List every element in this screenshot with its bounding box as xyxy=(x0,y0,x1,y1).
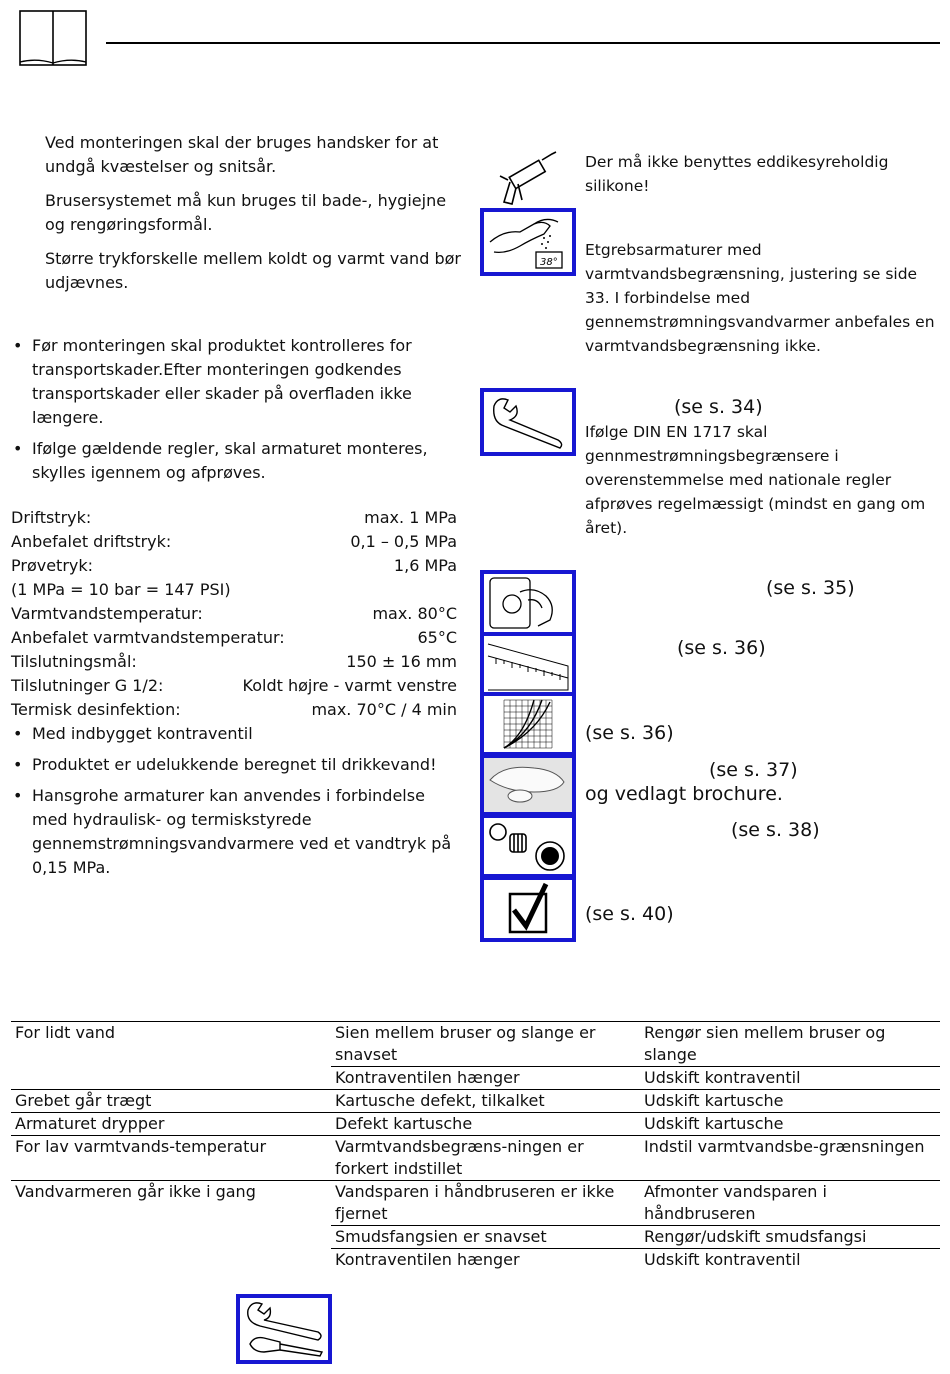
service-page-ref: (se s. 34) xyxy=(674,396,763,418)
checkmark-icon-frame xyxy=(480,876,576,942)
cause-cell: Varmtvandsbegræns-ningen er forkert indstillet xyxy=(331,1136,640,1181)
cause-cell: Kontraventilen hænger xyxy=(331,1249,640,1272)
problem-cell xyxy=(11,1067,331,1090)
remedy-cell: Rengør/udskift smudsfangsi xyxy=(640,1226,940,1249)
spec-label: Varmtvandstemperatur: xyxy=(11,604,203,623)
problem-cell: For lav varmtvands-temperatur xyxy=(11,1136,331,1181)
problem-cell: Vandvarmeren går ikke i gang xyxy=(11,1181,331,1226)
check-item: • Før monteringen skal produktet kontrolleres for transportskader.Efter monteringen godkendes transportskader eller skader på overfladen ikke længere. xyxy=(11,334,463,430)
spec-row xyxy=(11,650,457,674)
problem-cell: Grebet går trægt xyxy=(11,1090,331,1113)
parts-icon-frame xyxy=(480,814,576,878)
brochure-note: og vedlagt brochure. xyxy=(585,783,783,805)
cause-cell: Defekt kartusche xyxy=(331,1113,640,1136)
page-ref-40: (se s. 40) xyxy=(585,903,674,925)
remedy-cell: Udskift kontraventil xyxy=(640,1067,940,1090)
spec-row xyxy=(11,698,457,722)
cleaning-icon-frame xyxy=(480,754,576,816)
flow-diagram-icon xyxy=(484,696,572,752)
safety-note: Større trykforskelle mellem koldt og varmt vand bør udjævnes. xyxy=(45,249,461,292)
spec-label: (1 MPa = 10 bar = 147 PSI) xyxy=(11,580,231,599)
dimensions-icon-frame xyxy=(480,632,576,696)
spec-note: • Hansgrohe armaturer kan anvendes i forbindelse med hydraulisk- og termiskstyrede gennemstrømningsvandvarmere ved et vandtryk på 0,15 MPa. xyxy=(11,784,463,880)
spec-note: • Med indbygget kontraventil xyxy=(11,722,463,746)
hand-cleaning-icon xyxy=(484,758,572,812)
spec-row xyxy=(11,530,457,554)
check-item: • Ifølge gældende regler, skal armaturet monteres, skylles igennem og afprøves. xyxy=(11,437,463,485)
spec-value: 65°C xyxy=(417,628,457,647)
safety-note: Ved monteringen skal der bruges handsker for at undgå kvæstelser og snitsår. xyxy=(45,133,439,176)
remedy-cell: Udskift kartusche xyxy=(640,1090,940,1113)
safety-note: Brusersystemet må kun bruges til bade-, hygiejne og rengøringsformål. xyxy=(45,191,447,234)
spec-value: max. 70°C / 4 min xyxy=(311,700,457,719)
table-row xyxy=(11,1249,940,1272)
cause-cell: Kontraventilen hænger xyxy=(331,1067,640,1090)
table-row xyxy=(11,1226,940,1249)
silicone-warning: Der må ikke benyttes eddikesyreholdig silikone! xyxy=(585,153,889,195)
wrench-icon xyxy=(484,392,572,452)
hand-thermostat-icon xyxy=(484,212,572,272)
checkmark-icon xyxy=(484,880,572,938)
table-row xyxy=(11,1090,940,1113)
page-ref-37: (se s. 37) xyxy=(709,759,798,781)
spec-row xyxy=(11,578,457,602)
header-rule xyxy=(106,42,940,44)
page-ref-36b: (se s. 36) xyxy=(585,722,674,744)
open-book-icon xyxy=(19,10,87,66)
remedy-cell: Udskift kontraventil xyxy=(640,1249,940,1272)
problem-cell: For lidt vand xyxy=(11,1022,331,1067)
cause-cell: Smudsfangsien er snavset xyxy=(331,1226,640,1249)
spec-value: 1,6 MPa xyxy=(393,556,457,575)
table-row xyxy=(11,1067,940,1090)
troubleshooting-table xyxy=(11,1021,940,1271)
problem-cell xyxy=(11,1249,331,1272)
spec-label: Termisk desinfektion: xyxy=(11,700,181,719)
service-note: Ifølge DIN EN 1717 skal gennmestrømningsbegrænsere i overenstemmelse med nationale regler afprøves regelmæssigt (mindst en gang om året). xyxy=(585,423,926,537)
remedy-cell: Rengør sien mellem bruser og slange xyxy=(640,1022,940,1067)
spec-label: Driftstryk: xyxy=(11,508,92,527)
hand-knob-icon xyxy=(484,574,572,632)
service-icon-frame xyxy=(480,388,576,456)
cause-cell: Sien mellem bruser og slange er snavset xyxy=(331,1022,640,1067)
spec-note: • Produktet er udelukkende beregnet til drikkevand! xyxy=(11,753,463,777)
spec-label: Tilslutninger G 1/2: xyxy=(11,676,164,695)
safety-notes xyxy=(45,131,465,305)
technical-data xyxy=(11,506,457,722)
mounting-icon-frame xyxy=(480,570,576,636)
spec-value: max. 1 MPa xyxy=(364,508,457,527)
spec-row xyxy=(11,602,457,626)
problem-cell xyxy=(11,1226,331,1249)
remedy-cell: Indstil varmtvandsbe-grænsningen xyxy=(640,1136,940,1181)
spec-label: Anbefalet driftstryk: xyxy=(11,532,172,551)
page-ref-38: (se s. 38) xyxy=(731,819,820,841)
table-row xyxy=(11,1136,940,1181)
spec-value: 150 ± 16 mm xyxy=(346,652,457,671)
spec-row xyxy=(11,626,457,650)
spec-value: max. 80°C xyxy=(372,604,457,623)
table-row xyxy=(11,1022,940,1067)
spec-value: 0,1 – 0,5 MPa xyxy=(350,532,457,551)
temperature-label: 38° xyxy=(540,257,558,268)
tools-icon-frame xyxy=(236,1294,332,1364)
hot-water-note: Etgrebsarmaturer med varmtvandsbegrænsning, justering se side 33. I forbindelse med gennemstrømningsvandvarmer anbefales en varmtvandsbegrænsning ikke. xyxy=(585,241,935,355)
spec-row xyxy=(11,554,457,578)
table-row xyxy=(11,1113,940,1136)
wrench-screwdriver-icon xyxy=(240,1298,328,1360)
remedy-cell: Udskift kartusche xyxy=(640,1113,940,1136)
page-ref-36a: (se s. 36) xyxy=(677,637,766,659)
spec-notes xyxy=(11,722,463,887)
spare-parts-icon xyxy=(484,818,572,874)
cause-cell: Kartusche defekt, tilkalket xyxy=(331,1090,640,1113)
spec-value: Koldt højre - varmt venstre xyxy=(242,676,457,695)
cause-cell: Vandsparen i håndbruseren er ikke fjernet xyxy=(331,1181,640,1226)
table-row xyxy=(11,1181,940,1226)
spec-row xyxy=(11,506,457,530)
remedy-cell: Afmonter vandsparen i håndbruseren xyxy=(640,1181,940,1226)
installation-checks xyxy=(11,334,463,492)
spec-label: Tilslutningsmål: xyxy=(11,652,137,671)
spec-label: Anbefalet varmtvandstemperatur: xyxy=(11,628,285,647)
hot-water-icon-frame xyxy=(480,208,576,276)
flow-chart-icon-frame xyxy=(480,692,576,756)
spec-label: Prøvetryk: xyxy=(11,556,94,575)
spec-row xyxy=(11,674,457,698)
page-ref-35: (se s. 35) xyxy=(766,577,855,599)
silicone-gun-icon xyxy=(492,150,560,206)
ruler-icon xyxy=(484,636,572,692)
problem-cell: Armaturet drypper xyxy=(11,1113,331,1136)
